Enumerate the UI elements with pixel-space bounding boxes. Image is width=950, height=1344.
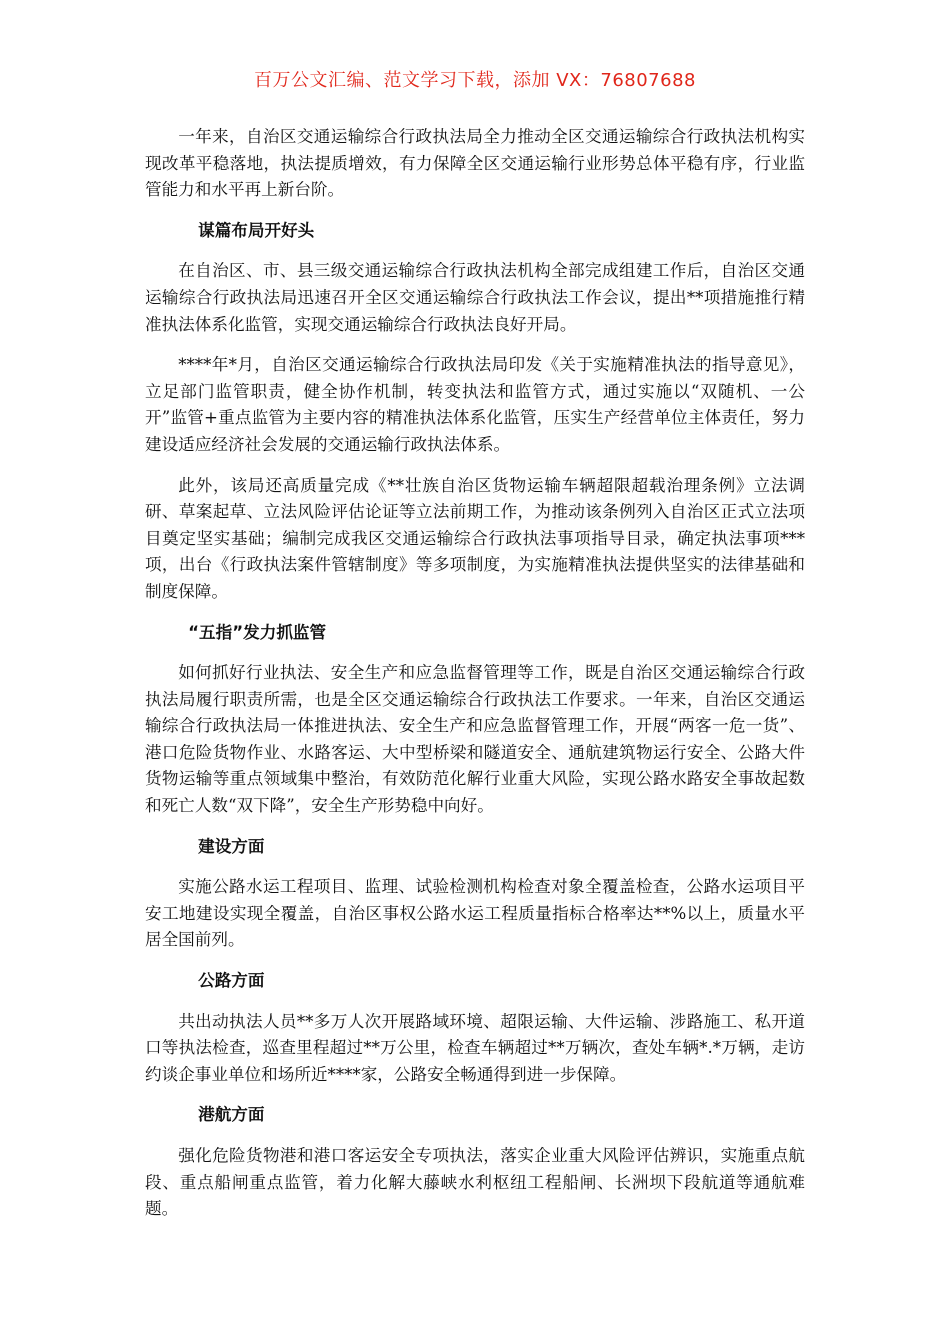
- section-planning-paragraph-2: ****年*月，自治区交通运输综合行政执法局印发《关于实施精准执法的指导意见》，立足部门监管职责，健全协作机制，转变执法和监管方式，通过实施以“双随机、一公开”监管+重点监管为主要内容的精准执法体系化监管，压实生产经营单位主体责任，努力建设适应经济社会发展的交通运输行政执法体系。: [145, 355, 805, 454]
- promo-header: 百万公文汇编、范文学习下载，添加 VX：76807688: [254, 70, 696, 91]
- section-supervision-paragraph-1: 如何抓好行业执法、安全生产和应急监督管理等工作，既是自治区交通运输综合行政执法局履行职责所需，也是全区交通运输综合行政执法工作要求。一年来，自治区交通运输综合行政执法局一体推进执法、安全生产和应急监督管理工作，开展“两客一危一货”、港口危险货物作业、水路客运、大中型桥梁和隧道安全、通航建筑物运行安全、公路大件货物运输等重点领域集中整治，有效防范化解行业重大风险，实现公路水路安全事故起数和死亡人数“双下降”，安全生产形势稳中向好。: [145, 663, 805, 816]
- section-heading-planning: 谋篇布局开好头: [198, 220, 315, 240]
- section-highway-paragraph-1: 共出动执法人员**多万人次开展路域环境、超限运输、大件运输、涉路施工、私开道口等执法检查，巡查里程超过**万公里，检查车辆超过**万辆次，查处车辆*.*万辆，走访约谈企事业单位和场所近****家，公路安全畅通得到进一步保障。: [145, 1011, 805, 1084]
- section-heading-construction: 建设方面: [198, 836, 265, 856]
- section-heading-supervision: “五指”发力抓监管: [188, 622, 327, 642]
- section-construction-paragraph-1: 实施公路水运工程项目、监理、试验检测机构检查对象全覆盖检查，公路水运项目平安工地建设实现全覆盖，自治区事权公路水运工程质量指标合格率达**%以上，质量水平居全国前列。: [145, 877, 805, 950]
- section-port-navigation-paragraph-1: 强化危险货物港和港口客运安全专项执法，落实企业重大风险评估辨识，实施重点航段、重点船闸重点监管，着力化解大藤峡水利枢纽工程船闸、长洲坝下段航道等通航难题。: [145, 1146, 805, 1219]
- section-planning-paragraph-3: 此外，该局还高质量完成《**壮族自治区货物运输车辆超限超载治理条例》立法调研、草案起草、立法风险评估论证等立法前期工作，为推动该条例列入自治区正式立法项目奠定坚实基础；编制完成我区交通运输综合行政执法事项指导目录，确定执法事项***项，出台《行政执法案件管辖制度》等多项制度，为实施精准执法提供坚实的法律基础和制度保障。: [145, 475, 805, 601]
- intro-paragraph: 一年来，自治区交通运输综合行政执法局全力推动全区交通运输综合行政执法机构实现改革平稳落地，执法提质增效，有力保障全区交通运输行业形势总体平稳有序，行业监管能力和水平再上新台阶。: [145, 127, 805, 200]
- section-heading-highway: 公路方面: [198, 971, 265, 991]
- article-body: [145, 124, 805, 1237]
- section-heading-port-navigation: 港航方面: [198, 1105, 265, 1125]
- section-planning-paragraph-1: 在自治区、市、县三级交通运输综合行政执法机构全部完成组建工作后，自治区交通运输综合行政执法局迅速召开全区交通运输综合行政执法工作会议，提出**项措施推行精准执法体系化监管，实现交通运输综合行政执法良好开局。: [145, 261, 805, 334]
